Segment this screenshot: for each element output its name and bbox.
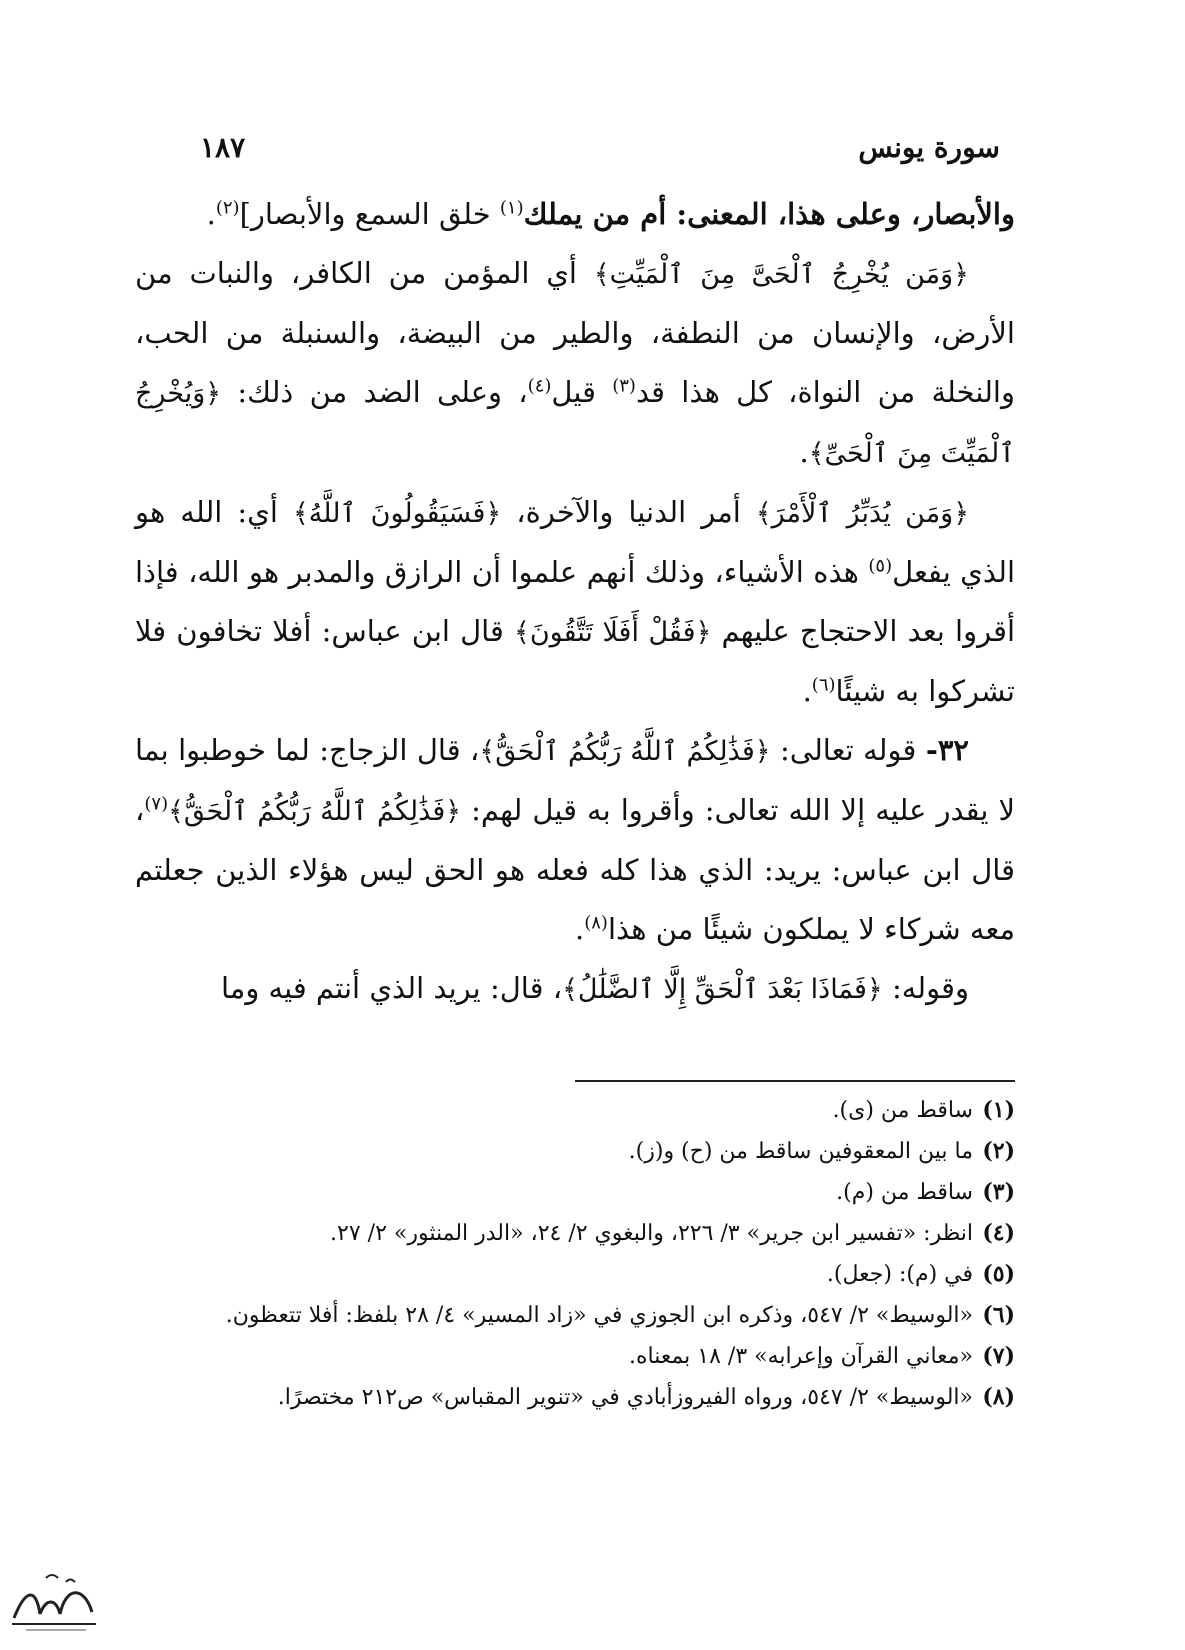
- text-run: أي المؤمن من الكافر، والنبات من الأرض، والإنسان من النطفة، والطير من البيضة، والسنبلة من الحب، والنخلة من النواة، كل هذا قد: [135, 256, 1015, 409]
- text-run: قوله تعالى:: [770, 733, 926, 767]
- quran-verse: ﴿فَذَٰلِكُمُ ٱللَّهُ رَبُّكُمُ ٱلْحَقُّ﴾: [479, 736, 771, 767]
- text-run: ، قال: يريد الذي أنتم فيه وما: [220, 971, 563, 1005]
- footnote-8: [135, 1377, 1015, 1418]
- quran-verse: ﴿فَقُلْ أَفَلَا تَتَّقُونَ﴾: [514, 617, 712, 648]
- footnote-ref-7[interactable]: (٧): [144, 793, 169, 815]
- text-run: .: [574, 912, 585, 946]
- footnote-number: (١): [982, 1097, 1015, 1123]
- footnote-6: [135, 1295, 1015, 1336]
- page-number: ١٨٧: [200, 130, 246, 164]
- footnote-number: (٥): [982, 1261, 1015, 1287]
- footnote-ref-1[interactable]: (١): [499, 197, 524, 219]
- footnote-text: ما بين المعقوفين ساقط من (ح) و(ز).: [628, 1139, 973, 1164]
- quran-verse: ﴿فَسَيَقُولُونَ ٱللَّهُ﴾: [292, 498, 502, 529]
- paragraph-4: [135, 721, 1015, 959]
- text-run: .: [206, 197, 216, 231]
- verse-number: ٣٢-: [925, 733, 970, 767]
- footnote-1: [135, 1090, 1015, 1131]
- surah-title: سورة يونس: [858, 130, 1000, 164]
- footnote-divider: [575, 1080, 1015, 1082]
- quran-verse: ﴿وَمَن يُخْرِجُ ٱلْحَىَّ مِنَ ٱلْمَيِّتِ﴾: [593, 259, 970, 290]
- footnote-ref-3[interactable]: (٣): [612, 375, 636, 397]
- publisher-logo-icon: [6, 1568, 102, 1638]
- paragraph-5: [135, 959, 1015, 1019]
- text-run: أمر الدنيا والآخرة،: [501, 495, 756, 529]
- page-header: [200, 122, 1000, 172]
- footnote-text: في (م): (جعل).: [826, 1262, 973, 1287]
- text-run: .: [802, 674, 812, 708]
- footnote-ref-5[interactable]: (٥): [868, 555, 893, 577]
- footnote-ref-4[interactable]: (٤): [527, 375, 552, 397]
- footnote-text: انظر: «تفسير ابن جرير» ٣/ ٢٢٦، والبغوي ٢/ ٢٤، «الدر المنثور» ٢/ ٢٧.: [330, 1221, 973, 1246]
- quran-verse: ﴿فَذَٰلِكُمُ ٱللَّهُ رَبُّكُمُ ٱلْحَقُّ﴾: [168, 796, 462, 827]
- footnote-number: (٣): [982, 1179, 1015, 1205]
- footnote-4: [135, 1213, 1015, 1254]
- footnote-ref-6[interactable]: (٦): [811, 674, 836, 696]
- text-run: قال ابن عباس: أفلا تخافون فلا تشركوا به شيئًا: [135, 614, 1015, 708]
- text-run: ، قال الزجاج: لما خوطبوا بما لا يقدر عليه إلا الله تعالى: وأقروا به قيل لهم:: [135, 733, 1015, 827]
- text-run: ، وعلى الضد من ذلك:: [221, 375, 528, 409]
- text-run: والأبصار، وعلى هذا، المعنى: أم من يملك: [523, 197, 1015, 231]
- paragraph-2: [135, 244, 1015, 483]
- footnote-ref-8[interactable]: (٨): [584, 912, 608, 934]
- footnote-number: (٧): [982, 1343, 1015, 1369]
- text-run: .: [799, 435, 809, 469]
- main-text: [135, 185, 1015, 1019]
- quran-verse: ﴿فَمَاذَا بَعْدَ ٱلْحَقِّ إِلَّا ٱلضَّلَٰلُ﴾: [562, 974, 883, 1005]
- text-run: وقوله:: [882, 971, 969, 1005]
- quran-verse: ﴿وَيُخْرِجُ ٱلْمَيِّتَ مِنَ ٱلْحَىِّ﴾: [135, 378, 1015, 469]
- footnote-text: «معاني القرآن وإعرابه» ٣/ ١٨ بمعناه.: [628, 1344, 973, 1369]
- paragraph-3: [135, 483, 1015, 721]
- footnote-7: [135, 1336, 1015, 1377]
- text-run: خلق السمع والأبصار]: [239, 197, 500, 231]
- footnote-ref-2[interactable]: (٢): [215, 197, 240, 219]
- text-run: هذه الأشياء، وذلك أنهم علموا أن الرازق والمدبر هو الله، فإذا أقروا بعد الاحتجاج عليهم: [135, 555, 1016, 648]
- footnotes: [135, 1090, 1015, 1418]
- text-run: قيل: [551, 375, 613, 409]
- footnote-number: (٤): [982, 1220, 1015, 1246]
- text-run: أي: الله هو الذي يفعل: [135, 495, 1015, 589]
- quran-verse: ﴿وَمَن يُدَبِّرُ ٱلْأَمْرَ﴾: [755, 498, 970, 529]
- footnote-2: [135, 1131, 1015, 1172]
- paragraph-1: [135, 185, 1015, 244]
- footnote-text: ساقط من (ى).: [832, 1098, 973, 1123]
- footnote-number: (٦): [982, 1302, 1015, 1328]
- footnote-text: ساقط من (م).: [836, 1180, 973, 1205]
- text-run: ، قال ابن عباس: يريد: الذي هذا كله فعله هو الحق ليس هؤلاء الذين جعلتم معه شركاء لا يملكون شيئًا من هذا: [135, 793, 1015, 946]
- footnote-number: (٨): [982, 1384, 1015, 1410]
- footnote-3: [135, 1172, 1015, 1213]
- footnote-5: [135, 1254, 1015, 1295]
- footnote-text: «الوسيط» ٢/ ٥٤٧، ورواه الفيروزأبادي في «تنوير المقباس» ص٢١٢ مختصرًا.: [277, 1385, 973, 1410]
- footnote-number: (٢): [982, 1138, 1015, 1164]
- footnote-text: «الوسيط» ٢/ ٥٤٧، وذكره ابن الجوزي في «زاد المسير» ٤/ ٢٨ بلفظ: أفلا تتعظون.: [225, 1303, 973, 1328]
